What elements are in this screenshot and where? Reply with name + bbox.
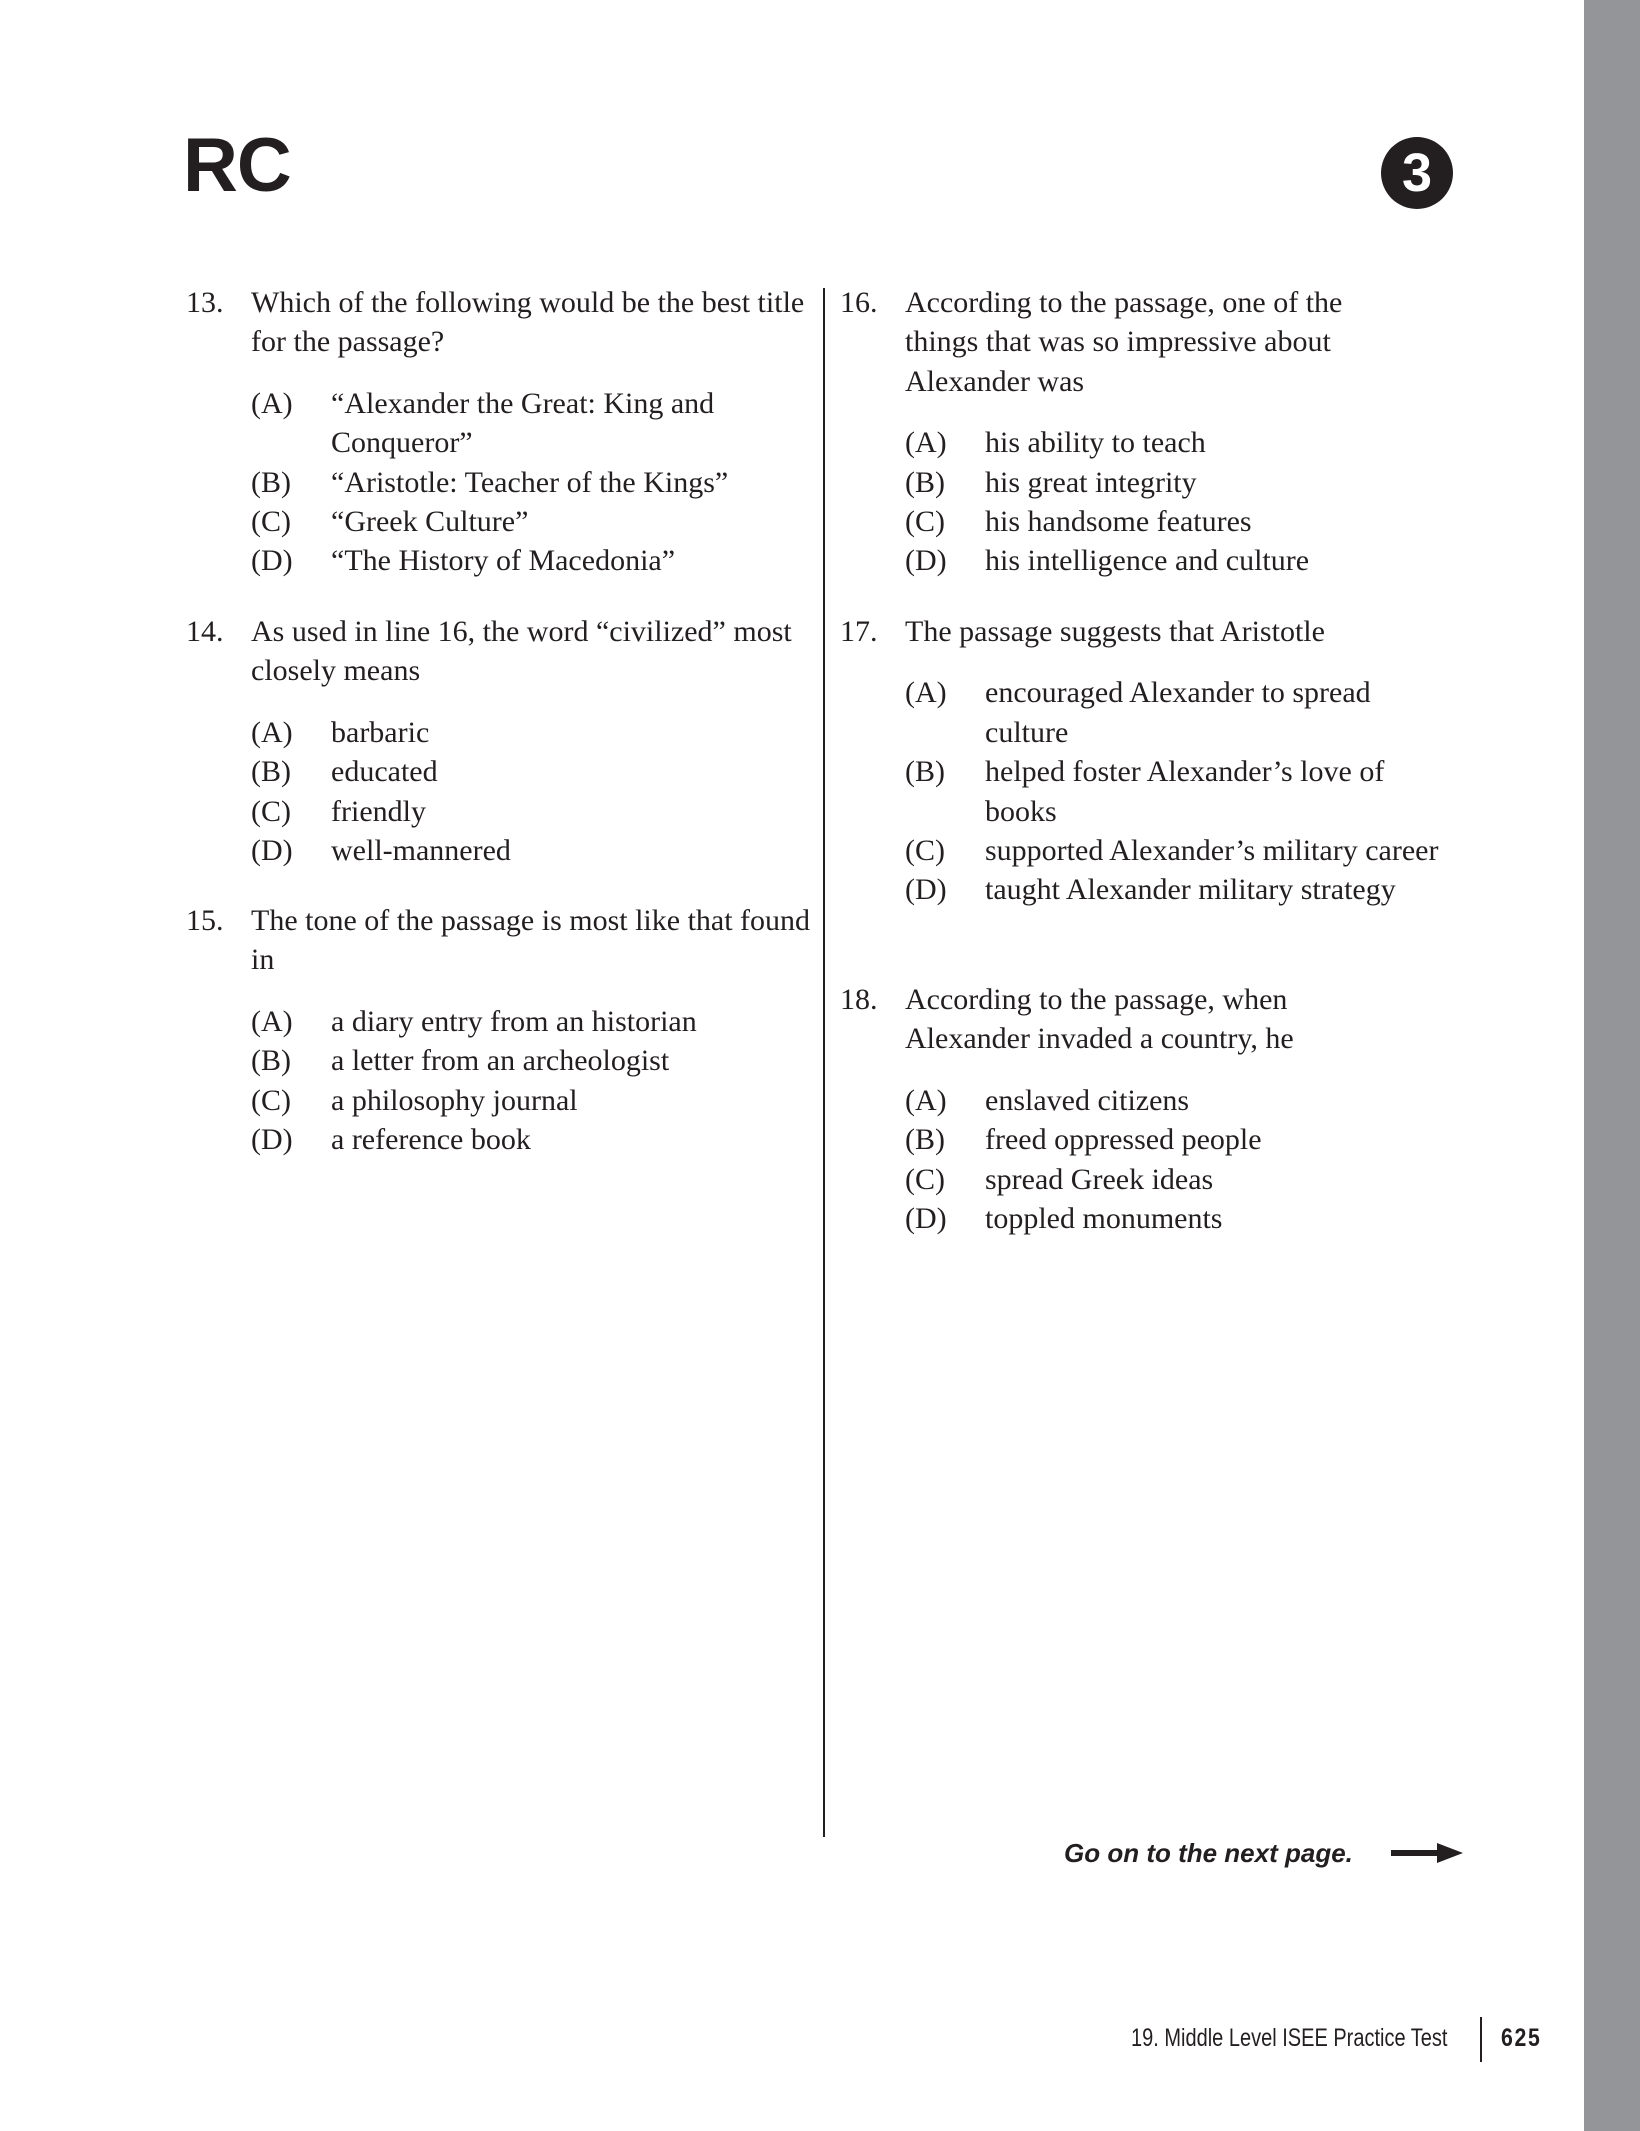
- answer-option: [905, 463, 1445, 502]
- option-text: freed oppressed people: [985, 1123, 1262, 1157]
- answer-option: [905, 541, 1445, 580]
- question-14: [186, 612, 811, 870]
- answer-option: [251, 752, 811, 791]
- option-letter: (C): [905, 834, 945, 868]
- footer-chapter: 19. Middle Level ISEE Practice Test: [1131, 2024, 1448, 2052]
- option-letter: (C): [251, 1083, 291, 1117]
- option-text: friendly: [331, 794, 426, 828]
- option-text: toppled monuments: [985, 1202, 1223, 1236]
- option-text: enslaved citizens: [985, 1083, 1190, 1117]
- page-number: 625: [1501, 2024, 1542, 2052]
- answer-option: [905, 1120, 1445, 1159]
- option-letter: (B): [905, 755, 945, 789]
- question-13: [186, 283, 811, 581]
- question-number: 13.: [186, 286, 224, 319]
- question-17: [840, 612, 1445, 910]
- option-letter: (B): [251, 465, 291, 499]
- question-stem: According to the passage, one of the things that was so impressive about Alexander was: [905, 286, 1343, 398]
- option-letter: (A): [905, 676, 947, 710]
- option-letter: (C): [251, 505, 291, 539]
- option-text: a reference book: [331, 1123, 531, 1157]
- question-number: 16.: [840, 286, 878, 319]
- answer-option: [905, 1199, 1445, 1238]
- option-text: his ability to teach: [985, 426, 1206, 460]
- answer-option: [251, 1041, 811, 1080]
- answer-options: [251, 1002, 811, 1160]
- option-letter: (A): [251, 715, 293, 749]
- option-letter: (A): [251, 1004, 293, 1038]
- answer-option: [905, 752, 1445, 831]
- option-letter: (D): [905, 1202, 947, 1236]
- answer-option: [905, 831, 1445, 870]
- option-letter: (A): [905, 426, 947, 460]
- option-text: his handsome features: [985, 505, 1252, 539]
- answer-options: [905, 1081, 1445, 1239]
- option-text: educated: [331, 755, 438, 789]
- answer-option: [905, 870, 1445, 909]
- option-text: spread Greek ideas: [985, 1162, 1214, 1196]
- question-stem: The passage suggests that Aristotle: [905, 615, 1325, 648]
- question-number: 15.: [186, 904, 224, 937]
- question-15: [186, 901, 811, 1159]
- option-text: “Aristotle: Teacher of the Kings”: [331, 465, 729, 499]
- option-letter: (D): [905, 873, 947, 907]
- option-letter: (B): [251, 1044, 291, 1078]
- option-text: a philosophy journal: [331, 1083, 578, 1117]
- option-text: his great integrity: [985, 465, 1197, 499]
- section-title: RC: [183, 123, 291, 208]
- answer-option: [251, 713, 811, 752]
- option-text: a letter from an archeologist: [331, 1044, 670, 1078]
- option-letter: (C): [251, 794, 291, 828]
- section-number-badge: 3: [1381, 137, 1453, 209]
- answer-options: [251, 713, 811, 871]
- footer-divider: [1480, 2017, 1482, 2062]
- answer-option: [905, 673, 1445, 752]
- answer-option: [251, 1081, 811, 1120]
- question-number: 14.: [186, 615, 224, 648]
- answer-option: [251, 502, 811, 541]
- answer-option: [251, 792, 811, 831]
- option-letter: (C): [905, 1162, 945, 1196]
- question-stem: As used in line 16, the word “civilized” most closely means: [251, 615, 792, 688]
- answer-option: [905, 1081, 1445, 1120]
- option-text: encouraged Alexander to spread culture: [985, 676, 1371, 749]
- option-letter: (D): [251, 1123, 293, 1157]
- answer-options: [251, 384, 811, 581]
- answer-option: [905, 423, 1445, 462]
- option-text: a diary entry from an historian: [331, 1004, 697, 1038]
- option-letter: (A): [905, 1083, 947, 1117]
- question-stem: The tone of the passage is most like that found in: [251, 904, 811, 977]
- answer-option: [251, 1002, 811, 1041]
- question-number: 18.: [840, 983, 878, 1016]
- option-text: supported Alexander’s military career: [985, 834, 1439, 868]
- option-letter: (B): [905, 1123, 945, 1157]
- answer-option: [251, 831, 811, 870]
- option-letter: (D): [251, 544, 293, 578]
- option-letter: (B): [251, 755, 291, 789]
- go-on-next-page-text: Go on to the next page.: [1064, 1838, 1353, 1868]
- question-number: 17.: [840, 615, 878, 648]
- answer-option: [251, 1120, 811, 1159]
- option-text: “Alexander the Great: King and Conqueror”: [331, 386, 715, 460]
- option-text: his intelligence and culture: [985, 544, 1310, 578]
- answer-options: [905, 423, 1445, 581]
- question-18: [840, 980, 1445, 1238]
- right-arrow-icon: [1391, 1841, 1463, 1865]
- answer-option: [251, 463, 811, 502]
- answer-options: [905, 673, 1445, 909]
- option-letter: (A): [251, 386, 293, 420]
- option-letter: (B): [905, 465, 945, 499]
- answer-option: [905, 1160, 1445, 1199]
- option-letter: (D): [905, 544, 947, 578]
- option-text: barbaric: [331, 715, 430, 749]
- option-text: helped foster Alexander’s love of books: [985, 755, 1385, 828]
- question-stem: According to the passage, when Alexander invaded a country, he: [905, 983, 1294, 1056]
- answer-option: [251, 541, 811, 580]
- option-text: taught Alexander military strategy: [985, 873, 1396, 907]
- option-letter: (C): [905, 505, 945, 539]
- question-stem: Which of the following would be the best title for the passage?: [251, 286, 805, 359]
- option-letter: (D): [251, 834, 293, 868]
- page-edge-tab: [1584, 0, 1640, 2131]
- option-text: “Greek Culture”: [331, 505, 529, 539]
- column-divider: [823, 288, 825, 1837]
- answer-option: [251, 384, 811, 463]
- option-text: well-mannered: [331, 834, 511, 868]
- question-16: [840, 283, 1445, 581]
- answer-option: [905, 502, 1445, 541]
- option-text: “The History of Macedonia”: [331, 544, 676, 578]
